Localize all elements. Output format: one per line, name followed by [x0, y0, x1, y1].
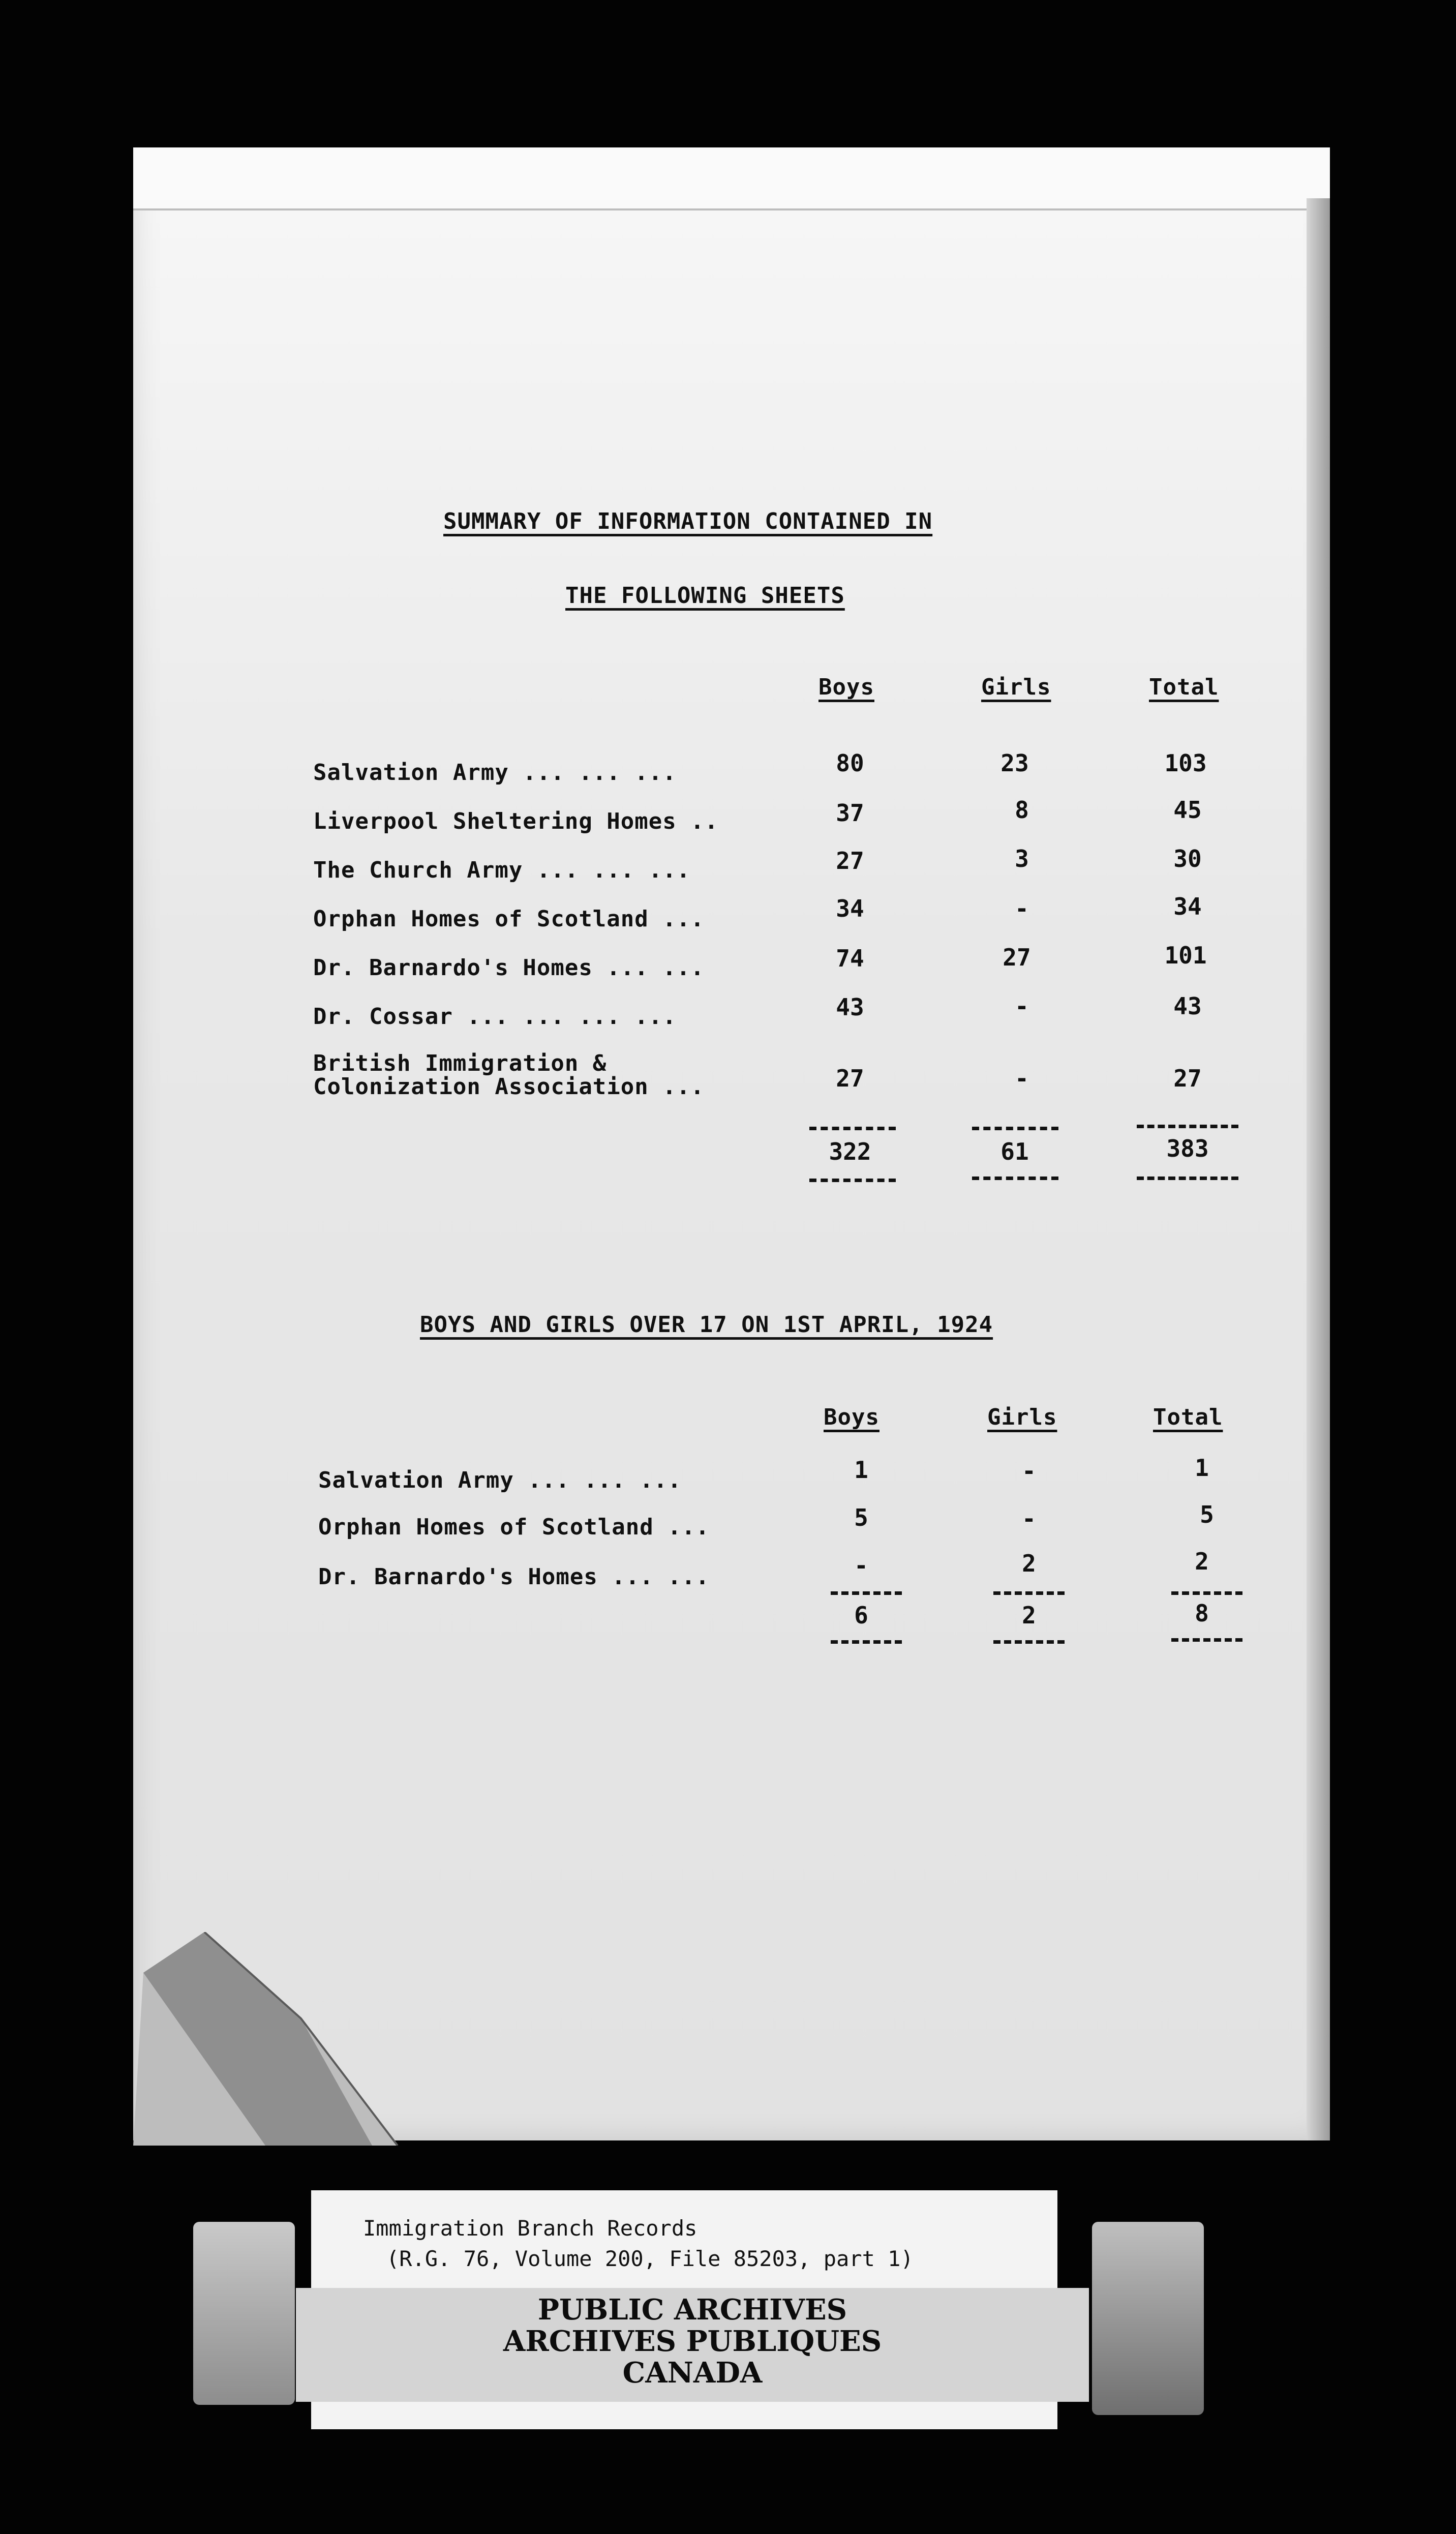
section2-title: BOYS AND GIRLS OVER 17 ON 1ST APRIL, 1924: [420, 1312, 993, 1338]
table1-row-boys: 27: [836, 1065, 864, 1092]
table2-row-boys: 1: [854, 1456, 868, 1484]
document-title-line2: THE FOLLOWING SHEETS: [565, 583, 845, 609]
table1-row-total: 43: [1173, 992, 1202, 1020]
film-clip-left: [193, 2222, 295, 2405]
table2-row-boys: 5: [854, 1504, 868, 1531]
archive-label-line2: (R.G. 76, Volume 200, File 85203, part 1): [386, 2246, 914, 2271]
table1-row-boys: 37: [836, 799, 864, 827]
table2-row-girls: -: [1022, 1505, 1036, 1532]
table2-total-girls: 2: [1022, 1602, 1036, 1629]
folded-corner-graphic: [133, 1932, 418, 2146]
table2-header-boys: Boys: [824, 1404, 879, 1430]
table2-header-total: Total: [1153, 1404, 1223, 1430]
film-clip-right: [1092, 2222, 1204, 2415]
table1-row-total: 27: [1173, 1065, 1202, 1092]
table1-row-boys: 34: [836, 895, 864, 922]
table2-row-girls: -: [1022, 1457, 1036, 1485]
table1-row-boys: 74: [836, 945, 864, 972]
table1-row-girls: 3: [1015, 845, 1029, 872]
table2-row-label: Orphan Homes of Scotland ...: [318, 1514, 710, 1540]
table1-row-label: The Church Army ... ... ...: [313, 857, 691, 883]
table1-header-boys: Boys: [818, 674, 874, 700]
table2-row-label: Salvation Army ... ... ...: [318, 1467, 682, 1493]
table1-rule-boys-bottom: [809, 1179, 896, 1182]
table2-row-label: Dr. Barnardo's Homes ... ...: [318, 1564, 710, 1590]
table2-rule-total-bottom: [1171, 1638, 1242, 1642]
table1-row-boys: 43: [836, 993, 864, 1021]
table1-row-label: Dr. Barnardo's Homes ... ...: [313, 955, 705, 981]
table1-row-total: 45: [1173, 796, 1202, 824]
table2-rule-boys-bottom: [831, 1640, 902, 1644]
table1-total-girls: 61: [1000, 1138, 1029, 1165]
table1-row-label: Liverpool Sheltering Homes ..: [313, 808, 719, 834]
paper-right-edge: [1307, 198, 1330, 2140]
table1-rule-total-top: [1137, 1125, 1238, 1128]
table1-row-total: 101: [1164, 942, 1207, 969]
table1-rule-boys-top: [809, 1127, 896, 1130]
table1-row-label: Salvation Army ... ... ...: [313, 760, 677, 786]
table1-total-boys: 322: [829, 1138, 871, 1165]
table1-row-girls: 23: [1000, 749, 1029, 777]
table2-rule-boys-top: [831, 1591, 902, 1595]
table2-row-girls: 2: [1022, 1550, 1036, 1577]
table1-row-girls: -: [1015, 1065, 1029, 1092]
table1-row-boys: 80: [836, 749, 864, 777]
table1-row-girls: 8: [1015, 796, 1029, 824]
table1-total-total: 383: [1166, 1135, 1209, 1162]
table2-rule-girls-top: [993, 1591, 1065, 1595]
table1-row-label-line1: British Immigration &: [313, 1050, 607, 1076]
table1-rule-girls-top: [972, 1127, 1058, 1130]
table2-row-total: 5: [1200, 1501, 1214, 1528]
table1-header-total: Total: [1149, 674, 1219, 700]
table2-row-total: 1: [1195, 1454, 1209, 1482]
table1-row-total: 34: [1173, 893, 1202, 920]
archive-label-line1: Immigration Branch Records: [363, 2216, 697, 2241]
table1-rule-girls-bottom: [972, 1176, 1058, 1180]
table1-rule-total-bottom: [1137, 1176, 1238, 1180]
table2-rule-girls-bottom: [993, 1640, 1065, 1644]
table2-header-girls: Girls: [987, 1404, 1057, 1430]
table1-row-girls: -: [1015, 992, 1029, 1020]
table1-header-girls: Girls: [981, 674, 1051, 700]
table1-row-girls: -: [1015, 895, 1029, 922]
table2-row-boys: -: [854, 1552, 868, 1579]
table2-rule-total-top: [1171, 1591, 1242, 1595]
table1-row-total: 30: [1173, 845, 1202, 872]
table1-row-label: Orphan Homes of Scotland ...: [313, 906, 705, 932]
archive-stamp-line1: PUBLIC ARCHIVES: [537, 2293, 847, 2327]
document-title-line1: SUMMARY OF INFORMATION CONTAINED IN: [443, 508, 933, 534]
archive-stamp-line2: ARCHIVES PUBLIQUES: [503, 2325, 882, 2358]
table1-row-label-line2: Colonization Association ...: [313, 1074, 705, 1100]
table1-row-total: 103: [1164, 749, 1207, 777]
table2-row-total: 2: [1195, 1548, 1209, 1575]
table1-row-label: Dr. Cossar ... ... ... ...: [313, 1004, 677, 1030]
table2-total-total: 8: [1195, 1600, 1209, 1627]
table1-row-boys: 27: [836, 847, 864, 874]
table2-total-boys: 6: [854, 1602, 868, 1629]
paper-top-strip: [133, 147, 1330, 210]
table1-row-girls: 27: [1003, 944, 1031, 971]
archive-stamp-line3: CANADA: [622, 2356, 763, 2390]
